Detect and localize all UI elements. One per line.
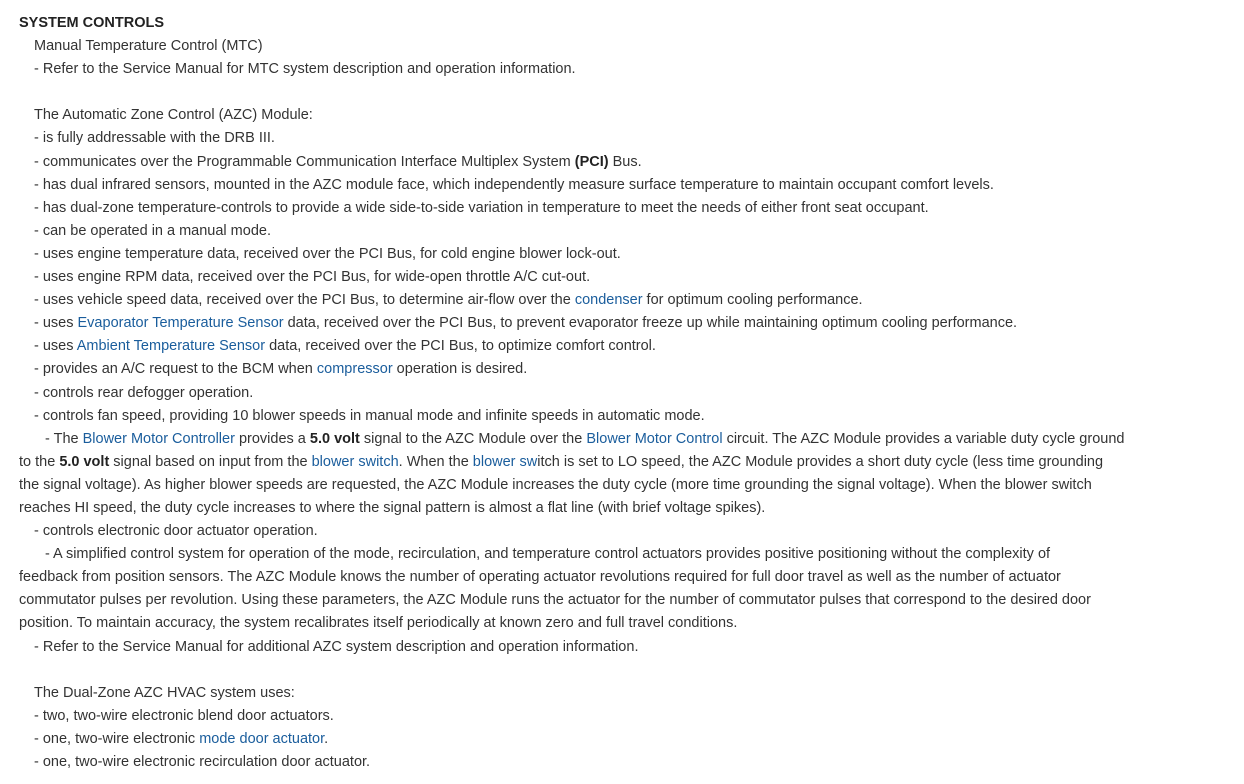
dual-zone-title: The Dual-Zone AZC HVAC system uses: bbox=[34, 684, 295, 701]
azc-item bbox=[19, 358, 1226, 381]
mtc-item: - Refer to the Service Manual for MTC system description and operation information. bbox=[34, 61, 576, 78]
blower-text: to the bbox=[19, 453, 60, 470]
azc-item-text: data, received over the PCI Bus, to optimize comfort control. bbox=[265, 338, 656, 355]
blower-line: the signal voltage). As higher blower speeds are requested, the AZC Module increases the duty cycle (more time grounding the signal voltage). When the blower switch bbox=[19, 476, 1092, 493]
mode-door-actuator-link[interactable]: mode door actuator bbox=[199, 730, 325, 747]
blower-text: signal to the AZC Module over the bbox=[359, 430, 587, 447]
azc-item bbox=[19, 289, 1226, 312]
azc-item bbox=[19, 151, 1226, 174]
blower-line bbox=[19, 428, 1218, 451]
azc-item: - has dual-zone temperature-controls to provide a wide side-to-side variation in temperature to meet the needs of either front seat occupant. bbox=[34, 199, 929, 216]
section-heading: SYSTEM CONTROLS bbox=[19, 15, 165, 31]
condenser-link[interactable]: condenser bbox=[574, 292, 643, 309]
dual-zone-item: - one, two-wire electronic recirculation door actuator. bbox=[34, 754, 371, 770]
evaporator-temperature-sensor-link[interactable]: Evaporator Temperature Sensor bbox=[77, 315, 284, 332]
dual-zone-item: - two, two-wire electronic blend door actuators. bbox=[34, 707, 334, 724]
blower-switch-link[interactable]: blower switch bbox=[311, 453, 399, 470]
azc-item: - uses engine temperature data, received over the PCI Bus, for cold engine blower lock-out. bbox=[34, 245, 621, 262]
blower-switch-link[interactable]: blower sw bbox=[472, 453, 538, 470]
mtc-title: Manual Temperature Control (MTC) bbox=[34, 38, 263, 55]
azc-item: - is fully addressable with the DRB III. bbox=[34, 130, 275, 147]
dual-zone-item bbox=[19, 728, 1226, 751]
spacer bbox=[19, 81, 1226, 104]
azc-item: - controls electronic door actuator operation. bbox=[34, 523, 318, 540]
azc-item-text: - uses bbox=[34, 315, 78, 332]
spacer bbox=[19, 659, 1226, 682]
actuator-line: commutator pulses per revolution. Using these parameters, the AZC Module runs the actuator for the number of commutator pulses that correspond to the desired door bbox=[19, 592, 1091, 609]
azc-item-text: - communicates over the Programmable Communication Interface Multiplex System bbox=[34, 153, 575, 170]
blower-line bbox=[19, 451, 1218, 474]
azc-item: - uses engine RPM data, received over the PCI Bus, for wide-open throttle A/C cut-out. bbox=[34, 269, 591, 286]
blower-text: itch is set to LO speed, the AZC Module provides a short duty cycle (less time grounding bbox=[537, 453, 1104, 470]
azc-title: The Automatic Zone Control (AZC) Module: bbox=[34, 107, 313, 124]
blower-text: circuit. The AZC Module provides a variable duty cycle ground bbox=[722, 430, 1125, 447]
blower-line: reaches HI speed, the duty cycle increases to where the signal pattern is almost a flat line (with brief voltage spikes). bbox=[19, 499, 766, 516]
azc-item-text: for optimum cooling performance. bbox=[642, 292, 863, 309]
actuator-line: feedback from position sensors. The AZC Module knows the number of operating actuator revolutions required for full door travel as well as the number of actuator bbox=[19, 569, 1061, 586]
azc-item: - Refer to the Service Manual for additional AZC system description and operation information. bbox=[34, 638, 639, 655]
blower-motor-controller-link[interactable]: Blower Motor Controller bbox=[82, 430, 235, 447]
azc-item: - controls fan speed, providing 10 blower speeds in manual mode and infinite speeds in automatic mode. bbox=[34, 407, 705, 424]
blower-text: signal based on input from the bbox=[109, 453, 312, 470]
blower-motor-control-link[interactable]: Blower Motor Control bbox=[586, 430, 723, 447]
voltage-bold: 5.0 volt bbox=[309, 430, 360, 447]
blower-text: . When the bbox=[398, 453, 473, 470]
ambient-temperature-sensor-link[interactable]: Ambient Temperature Sensor bbox=[76, 338, 266, 355]
blower-paragraph bbox=[19, 428, 1218, 520]
azc-item: - has dual infrared sensors, mounted in the AZC module face, which independently measure surface temperature to maintain occupant comfort levels. bbox=[34, 176, 994, 193]
azc-item-text: operation is desired. bbox=[392, 361, 528, 378]
dual-zone-item-text: - one, two-wire electronic bbox=[34, 730, 200, 747]
azc-item-text: - uses vehicle speed data, received over the PCI Bus, to determine air-flow over the bbox=[34, 292, 575, 309]
actuator-paragraph bbox=[19, 543, 1218, 635]
actuator-line: position. To maintain accuracy, the system recalibrates itself periodically at known zero and full travel conditions. bbox=[19, 615, 738, 632]
azc-item-text: data, received over the PCI Bus, to prevent evaporator freeze up while maintaining optimum cooling performance. bbox=[283, 315, 1018, 332]
dual-zone-item-text: . bbox=[324, 730, 329, 747]
azc-item: - can be operated in a manual mode. bbox=[34, 222, 271, 239]
actuator-line: - A simplified control system for operation of the mode, recirculation, and temperature control actuators provides positive positioning without the complexity of bbox=[45, 546, 1051, 563]
compressor-link[interactable]: compressor bbox=[316, 361, 393, 378]
voltage-bold: 5.0 volt bbox=[59, 453, 110, 470]
pci-bold: (PCI) bbox=[574, 153, 609, 170]
azc-item-text: - uses bbox=[34, 338, 77, 355]
blower-text: - The bbox=[45, 430, 83, 447]
azc-item-text: Bus. bbox=[608, 153, 642, 170]
azc-item-text: - provides an A/C request to the BCM when bbox=[34, 361, 317, 378]
azc-item bbox=[19, 335, 1226, 358]
blower-text: provides a bbox=[234, 430, 310, 447]
azc-item: - controls rear defogger operation. bbox=[34, 384, 254, 401]
azc-item bbox=[19, 312, 1226, 335]
